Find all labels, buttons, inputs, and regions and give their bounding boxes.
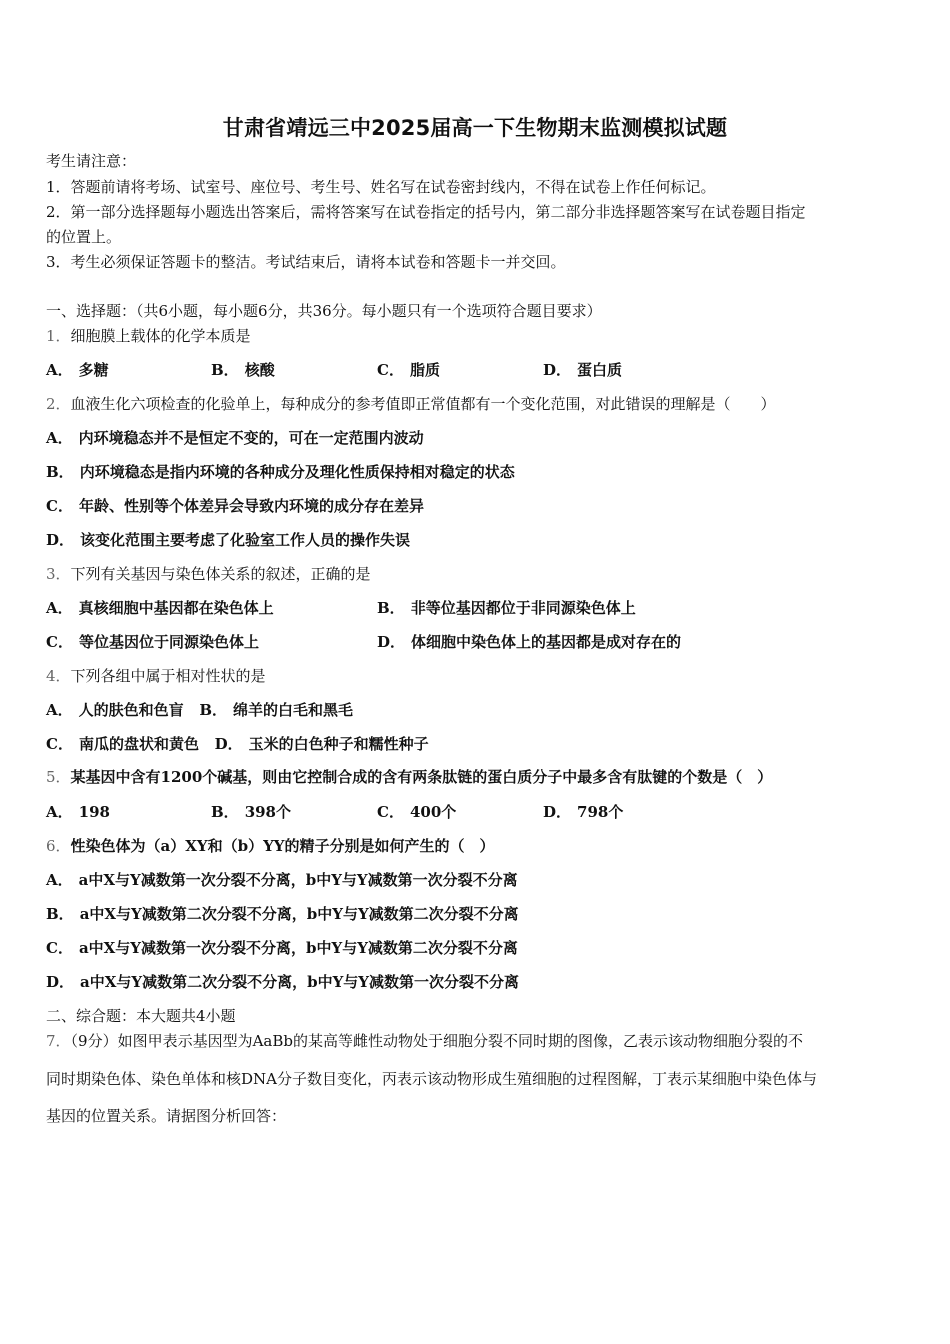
notice-item-3: 3．考生必须保证答题卡的整洁。考试结束后，请将本试卷和答题卡一并交回。 [46,253,566,271]
notice-item-2: 2．第一部分选择题每小题选出答案后，需将答案写在试卷指定的括号内，第二部分非选择题答案写在试卷题目指定 [46,203,806,221]
notice-item-2-cont: 的位置上。 [46,228,122,246]
option-a: A． 多糖 [46,361,109,379]
notice-heading: 考生请注意： [46,152,137,170]
option-c: C． 脂质 [377,361,440,379]
option-a: A． 真核细胞中基因都在染色体上 [46,599,274,617]
question-1 [46,326,910,346]
question-stem: 下列有关基因与染色体关系的叙述，正确的是 [70,565,371,583]
notice-item-1: 1．答题前请将考场、试室号、座位号、考生号、姓名写在试卷密封线内，不得在试卷上作任何标记。 [46,178,716,196]
question-2-option-b: B． 内环境稳态是指内环境的各种成分及理化性质保持相对稳定的状态 [46,463,515,481]
option-d: D． 798个 [543,803,624,821]
question-2-option-d: D． 该变化范围主要考虑了化验室工作人员的操作失误 [46,531,411,549]
section2-heading: 二、综合题：本大题共4小题 [46,1007,236,1025]
question-number: 5． [46,768,71,786]
option-c: C． 南瓜的盘状和黄色 [46,735,199,753]
option-d: D． 体细胞中染色体上的基因都是成对存在的 [377,633,682,651]
question-stem: 某基因中含有1200个碱基，则由它控制合成的含有两条肽链的蛋白质分子中最多含有肽键的个数是（ ） [70,768,773,786]
question-stem: 血液生化六项检查的化验单上，每种成分的参考值即正常值都有一个变化范围，对此错误的理解是（ ） [70,395,776,413]
question-stem: 性染色体为（a）XY和（b）YY的精子分别是如何产生的（ ） [70,837,495,855]
question-number: 3． [46,565,71,583]
question-4-options-row2 [46,734,910,754]
option-b: B． 非等位基因都位于非同源染色体上 [377,599,636,617]
option-b: B． 核酸 [211,361,275,379]
question-7-line-1: 7．（9分）如图甲表示基因型为AaBb的某高等雌性动物处于细胞分裂不同时期的图像，乙表示该动物细胞分裂的不 [46,1032,803,1050]
question-4 [46,666,910,686]
option-a: A． 198 [46,803,110,821]
question-6-option-d: D． a中X与Y减数第二次分裂不分离，b中Y与Y减数第一次分裂不分离 [46,973,519,991]
question-2-option-a: A． 内环境稳态并不是恒定不变的，可在一定范围内波动 [46,429,424,447]
question-7-line-2: 同时期染色体、染色单体和核DNA分子数目变化，丙表示该动物形成生殖细胞的过程图解，丁表示某细胞中染色体与 [46,1070,817,1088]
question-number: 6． [46,837,71,855]
option-d: D． 玉米的白色种子和糯性种子 [214,735,429,753]
page-title: 甘肃省靖远三中2025届高一下生物期末监测模拟试题 [222,116,728,140]
question-7-line-3: 基因的位置关系。请据图分析回答： [46,1107,287,1125]
question-number: 7． [46,1032,71,1050]
question-number: 4． [46,667,71,685]
option-d: D． 蛋白质 [543,361,623,379]
question-3 [46,564,910,584]
question-6-option-b: B． a中X与Y减数第二次分裂不分离，b中Y与Y减数第二次分裂不分离 [46,905,519,923]
question-number: 2． [46,395,71,413]
question-2-option-c: C． 年龄、性别等个体差异会导致内环境的成分存在差异 [46,497,424,515]
question-4-options-row1 [46,700,910,720]
question-6-option-c: C． a中X与Y减数第一次分裂不分离，b中Y与Y减数第二次分裂不分离 [46,939,518,957]
section1-heading: 一、选择题：（共6小题，每小题6分，共36分。每小题只有一个选项符合题目要求） [46,302,602,320]
option-c: C． 等位基因位于同源染色体上 [46,633,259,651]
question-6 [46,836,910,856]
question-number: 1． [46,327,71,345]
option-a: A． 人的肤色和色盲 [46,701,184,719]
question-6-option-a: A． a中X与Y减数第一次分裂不分离，b中Y与Y减数第一次分裂不分离 [46,871,518,889]
option-c: C． 400个 [377,803,457,821]
question-stem: 下列各组中属于相对性状的是 [70,667,266,685]
question-2 [46,394,910,414]
question-stem: 细胞膜上载体的化学本质是 [70,327,251,345]
option-b: B． 398个 [211,803,291,821]
option-b: B． 绵羊的白毛和黑毛 [199,701,354,719]
question-5 [46,767,910,787]
